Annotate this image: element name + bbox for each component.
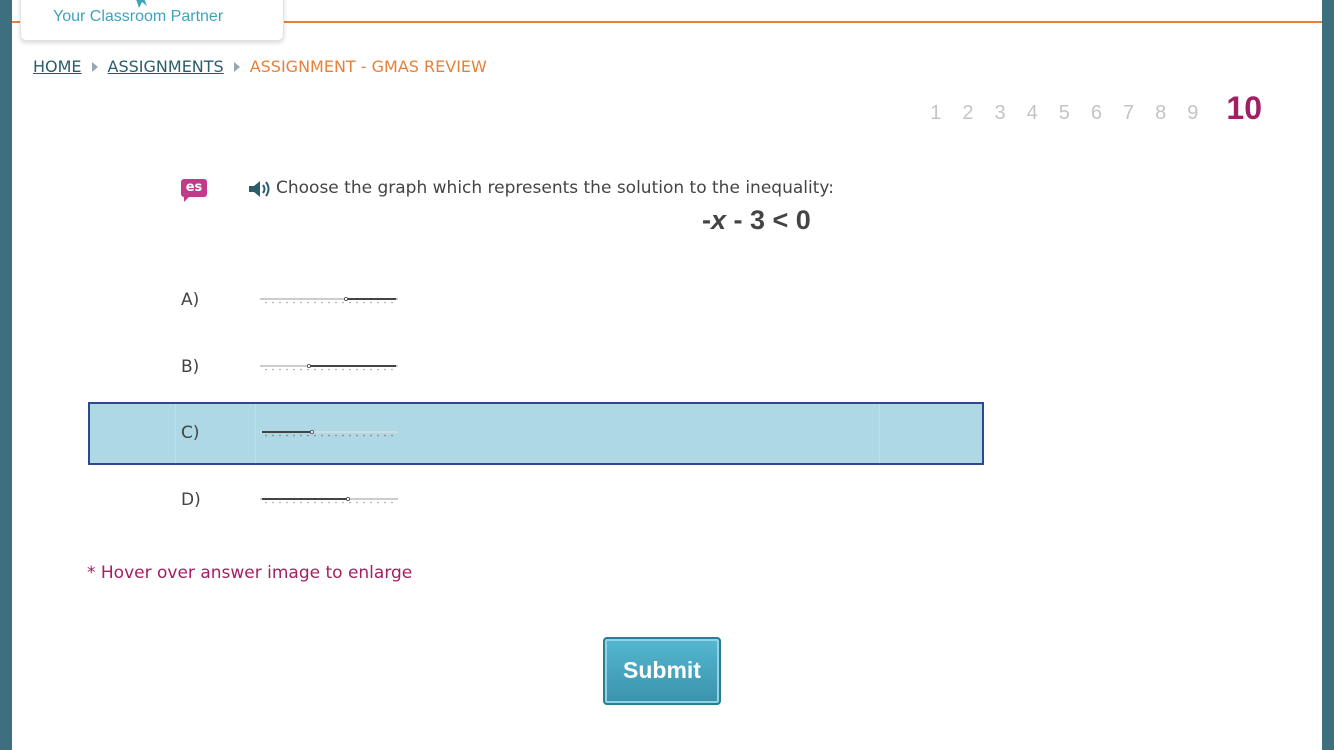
number-line-image[interactable] [260,428,398,438]
number-line-image[interactable] [260,295,398,305]
answer-label: C) [181,423,200,443]
page-link[interactable]: 5 [1058,102,1070,124]
answer-label: A) [181,290,200,310]
inequality [702,205,811,236]
inequality-variable: x [711,205,727,235]
inequality-suffix: - 3 < 0 [726,205,811,235]
question-prompt: Choose the graph which represents the solution to the inequality: [276,178,834,198]
answer-label: B) [181,357,200,377]
question-pager [909,90,1262,127]
column-divider [175,404,176,463]
number-line-image[interactable] [260,362,398,372]
breadcrumb-assignments-link[interactable]: ASSIGNMENTS [107,57,224,76]
chevron-right-icon [92,62,98,72]
logo-tagline: Your Classroom Partner [53,8,224,25]
page-link[interactable]: 1 [930,102,942,124]
chevron-right-icon [234,62,240,72]
breadcrumb-home-link[interactable]: HOME [33,57,82,76]
answer-option-c[interactable] [88,402,984,465]
logo[interactable] [20,0,284,41]
answer-option-d[interactable] [88,470,984,533]
spanish-translation-icon[interactable]: es [181,179,207,197]
page-link[interactable]: 3 [994,102,1006,124]
inequality-prefix: - [702,205,711,235]
number-line-image[interactable] [260,495,398,505]
speaker-icon[interactable] [248,178,274,200]
page [12,0,1322,750]
page-link[interactable]: 4 [1026,102,1038,124]
page-link-current[interactable]: 10 [1226,90,1262,126]
column-divider [255,404,256,463]
page-link[interactable]: 6 [1090,102,1103,124]
page-link[interactable]: 2 [962,102,974,124]
breadcrumb [33,57,487,76]
column-divider [879,404,880,463]
breadcrumb-current: ASSIGNMENT - GMAS REVIEW [249,57,487,76]
submit-button[interactable]: Submit [603,637,721,705]
page-link[interactable]: 9 [1187,102,1199,124]
page-link[interactable]: 8 [1155,102,1167,124]
answer-option-b[interactable] [88,337,984,400]
answer-label: D) [181,490,201,510]
answer-option-a[interactable] [88,270,984,333]
page-link[interactable]: 7 [1123,102,1135,124]
hover-hint: * Hover over answer image to enlarge [87,563,413,583]
